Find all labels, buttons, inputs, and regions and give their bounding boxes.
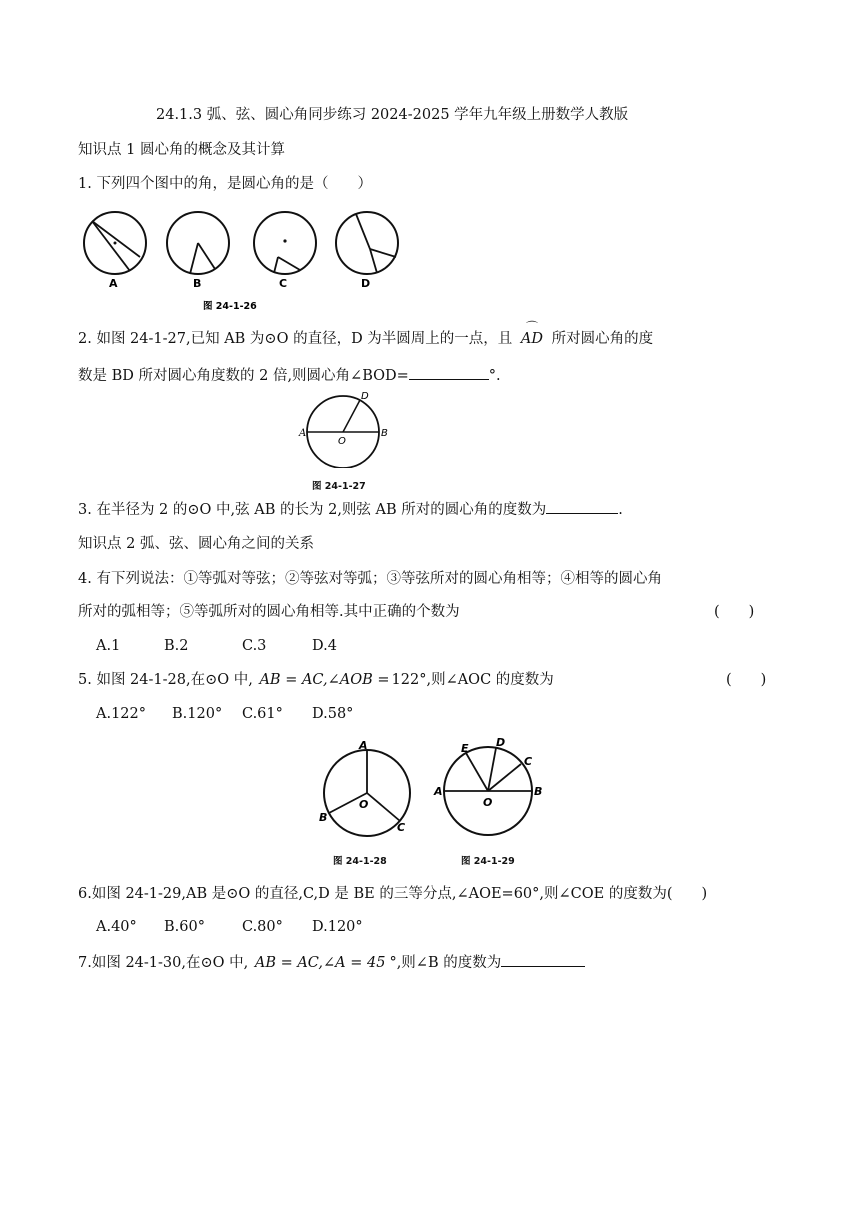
point-a-label-28: A: [359, 739, 368, 752]
figure-caption-28: 图 24-1-28: [333, 856, 387, 867]
point-d-label: D: [361, 391, 369, 402]
answer-paren-q4[interactable]: ( ): [714, 604, 755, 620]
option-b-q4[interactable]: B.2: [164, 638, 189, 654]
point-b-label: B: [381, 428, 388, 439]
point-c-label-28: C: [397, 821, 406, 834]
option-a-q4[interactable]: A.1: [96, 638, 121, 654]
figure-24-1-28: [312, 735, 422, 845]
circle-option-a: [84, 212, 146, 274]
point-b-label-28: B: [319, 811, 328, 824]
section-heading-2: 知识点 2 弧、弦、圆心角之间的关系: [78, 536, 314, 552]
figure-caption-29: 图 24-1-29: [461, 856, 515, 867]
figure-24-1-29: [432, 733, 552, 848]
option-d-q6[interactable]: D.120°: [312, 919, 363, 935]
point-o-label: O: [338, 436, 346, 447]
figure-caption: 图 24-1-26: [203, 301, 257, 312]
circle-option-b: [167, 212, 229, 274]
question-4-line-1: 4. 有下列说法：①等弧对等弦；②等弦对等弧；③等弦所对的圆心角相等；④相等的圆心角: [78, 571, 662, 587]
point-o-label-29: O: [483, 796, 493, 809]
label-a: A: [109, 277, 118, 290]
option-b-q6[interactable]: B.60°: [164, 919, 205, 935]
point-a-label-29: A: [434, 785, 443, 798]
answer-blank-q7[interactable]: [501, 952, 585, 967]
option-d-q4[interactable]: D.4: [312, 638, 337, 654]
option-c-q5[interactable]: C.61°: [242, 706, 283, 722]
arc-ad: ⌒ AD: [521, 329, 543, 349]
point-c-label-29: C: [524, 755, 533, 768]
option-c-q6[interactable]: C.80°: [242, 919, 283, 935]
question-5-prefix: 5. 如图 24-1-28,在⊙O 中,: [78, 672, 253, 688]
point-o-label-28: O: [359, 798, 369, 811]
question-6: 6.如图 24-1-29,AB 是⊙O 的直径,C,D 是 BE 的三等分点,∠AOE=60°,则∠COE 的度数为( ): [78, 886, 708, 902]
option-d-q5[interactable]: D.58°: [312, 706, 354, 722]
question-5: [78, 670, 554, 690]
point-d-label-29: D: [496, 736, 506, 749]
option-b-q5[interactable]: B.120°: [172, 706, 223, 722]
question-7-prefix: 7.如图 24-1-30,在⊙O 中,: [78, 955, 249, 971]
label-d: D: [361, 277, 371, 290]
question-3-end: .: [618, 502, 623, 518]
point-e-label-29: E: [461, 742, 469, 755]
point-b-label-29: B: [534, 785, 543, 798]
question-7: [78, 952, 585, 973]
question-3: [78, 499, 623, 520]
question-4-line-2: 所对的弧相等；⑤等弧所对的圆心角相等.其中正确的个数为: [78, 604, 460, 620]
question-5-suffix: 122°,则∠AOC 的度数为: [391, 672, 554, 688]
circle-option-c: [254, 212, 316, 274]
question-2-text-b: 所对圆心角的度: [551, 331, 654, 347]
answer-paren-q5[interactable]: ( ): [726, 672, 767, 688]
question-2-line-2: [78, 365, 501, 386]
circle-option-d: [336, 212, 398, 274]
option-c-q4[interactable]: C.3: [242, 638, 267, 654]
option-a-q5[interactable]: A.122°: [96, 706, 147, 722]
question-7-math: AB = AC,∠A = 45: [254, 955, 386, 971]
figure-24-1-26: [78, 205, 408, 315]
point-a-label: A: [299, 428, 307, 439]
question-1: 1. 下列四个图中的角，是圆心角的是（ ）: [78, 176, 372, 192]
figure-caption-27: 图 24-1-27: [312, 481, 366, 492]
answer-blank-q3[interactable]: [546, 499, 618, 514]
question-2-text-a: 2. 如图 24-1-27,已知 AB 为⊙O 的直径，D 为半圆周上的一点，且: [78, 331, 513, 347]
section-heading-1: 知识点 1 圆心角的概念及其计算: [78, 142, 285, 158]
label-b: B: [193, 277, 202, 290]
question-2-text-d: °.: [488, 368, 501, 384]
option-a-q6[interactable]: A.40°: [96, 919, 137, 935]
question-2-text-c: 数是 BD 所对圆心角度数的 2 倍,则圆心角∠BOD=: [78, 368, 409, 384]
label-c: C: [279, 277, 288, 290]
question-3-text: 3. 在半径为 2 的⊙O 中,弦 AB 的长为 2,则弦 AB 所对的圆心角的度数为: [78, 502, 547, 518]
question-7-suffix: °,则∠B 的度数为: [389, 955, 502, 971]
page-title: 24.1.3 弧、弦、圆心角同步练习 2024-2025 学年九年级上册数学人教版: [156, 107, 629, 123]
question-2-line-1: [78, 329, 653, 349]
question-5-math: AB = AC,∠AOB =: [259, 672, 390, 688]
answer-blank-q2[interactable]: [409, 365, 489, 380]
figure-24-1-27: [298, 388, 398, 468]
